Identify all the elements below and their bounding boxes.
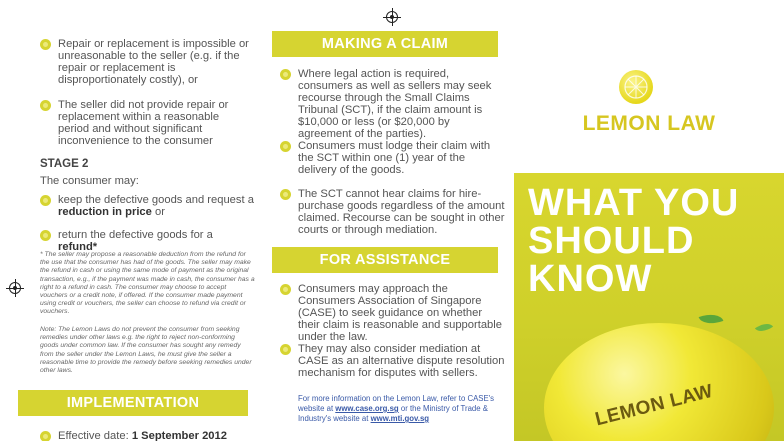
lemon-bullet-icon (40, 39, 51, 50)
bullet-seller-no-repair: The seller did not provide repair or replacement within a reasonable period and without significant inconvenience to the consumer (40, 99, 250, 147)
leaf-icon (699, 310, 724, 329)
lemon-bullet-icon (40, 195, 51, 206)
lemon-bullet-icon (280, 69, 291, 80)
left-panel (0, 0, 260, 441)
lemon-illustration (544, 323, 774, 441)
bullet-mediation: They may also consider mediation at CASE as an alternative dispute resolution mechanism for disputes with sellers. (280, 343, 505, 379)
logo-text: LEMON LAW (582, 112, 716, 135)
note: Note: The Lemon Laws do not prevent the consumer from seeking remedies under other laws e.g. the right to reject non-conforming goods under common law. If the consumer has sought any remedy from the seller under the Lemon Laws, he must give the seller a reasonable time to provide the remedy before seeking remedies under other laws. (40, 326, 252, 375)
footnote: * The seller may propose a reasonable deduction from the refund for the use that the consumer has had of the goods. The seller may make the refund in cash or using the same mode of payment as the original transaction, e.g., if the payment was made in cash, the consumer has a right to a refund in cash. The consumer may choose to accept vouchers or a credit note, if offered. If the consumer made payment using credit or vouchers, the seller can choose to refund via credit or vouchers. (40, 251, 255, 316)
lemon-bullet-icon (280, 189, 291, 200)
leaf-icon (755, 319, 773, 336)
stage-title: STAGE 2 (40, 158, 89, 170)
lemon-text: LEMON LAW (593, 380, 716, 431)
bullet-approach-case: Consumers may approach the Consumers Association of Singapore (CASE) to seek guidance on whether their claim is reasonable and supportable under the law. (280, 283, 505, 343)
middle-panel (260, 0, 514, 441)
bullet-reduction-in-price: keep the defective goods and request a reduction in price or (40, 194, 255, 218)
bullet-lodge-claim: Consumers must lodge their claim with the SCT within one (1) year of the delivery of the goods. (280, 140, 505, 176)
cover-line-1: WHAT YOU (528, 182, 740, 224)
making-a-claim-banner: MAKING A CLAIM (272, 31, 498, 57)
for-assistance-banner: FOR ASSISTANCE (272, 247, 498, 273)
mti-website-link[interactable]: www.mti.gov.sg (370, 414, 430, 423)
lemon-bullet-icon (280, 344, 291, 355)
bullet-hire-purchase: The SCT cannot hear claims for hire-purchase goods regardless of the amount claimed. Recourse can be sought in other courts or through mediation. (280, 188, 505, 236)
lemon-bullet-icon (40, 230, 51, 241)
lemon-bullet-icon (280, 141, 291, 152)
right-panel (514, 0, 784, 441)
cover-line-3: KNOW (528, 258, 653, 300)
cover-line-2: SHOULD (528, 220, 695, 262)
lemon-logo-icon (619, 70, 653, 104)
bullet-effective-date: Effective date: 1 September 2012 (40, 430, 255, 441)
lemon-bullet-icon (40, 431, 51, 441)
more-info: For more information on the Lemon Law, refer to CASE's website at www.case.org.sg or the Ministry of Trade & Industry's website at www.mti.gov.sg (298, 394, 495, 423)
bullet-repair-impossible: Repair or replacement is impossible or unreasonable to the seller (e.g. if the repair or replacement is disproportionately costly), or (40, 38, 250, 86)
case-website-link[interactable]: www.case.org.sg (335, 404, 399, 413)
lemon-bullet-icon (280, 284, 291, 295)
stage-intro: The consumer may: (40, 175, 139, 187)
bullet-legal-action: Where legal action is required, consumers as well as sellers may seek recourse through the Small Claims Tribunal (SCT), if the claim amount is $10,000 or less (or $20,000 by agreement of the parties). (280, 68, 505, 140)
cover-area (514, 173, 784, 441)
lemon-bullet-icon (40, 100, 51, 111)
implementation-banner: IMPLEMENTATION (18, 390, 248, 416)
bullet-refund: return the defective goods for a refund* (40, 229, 255, 253)
